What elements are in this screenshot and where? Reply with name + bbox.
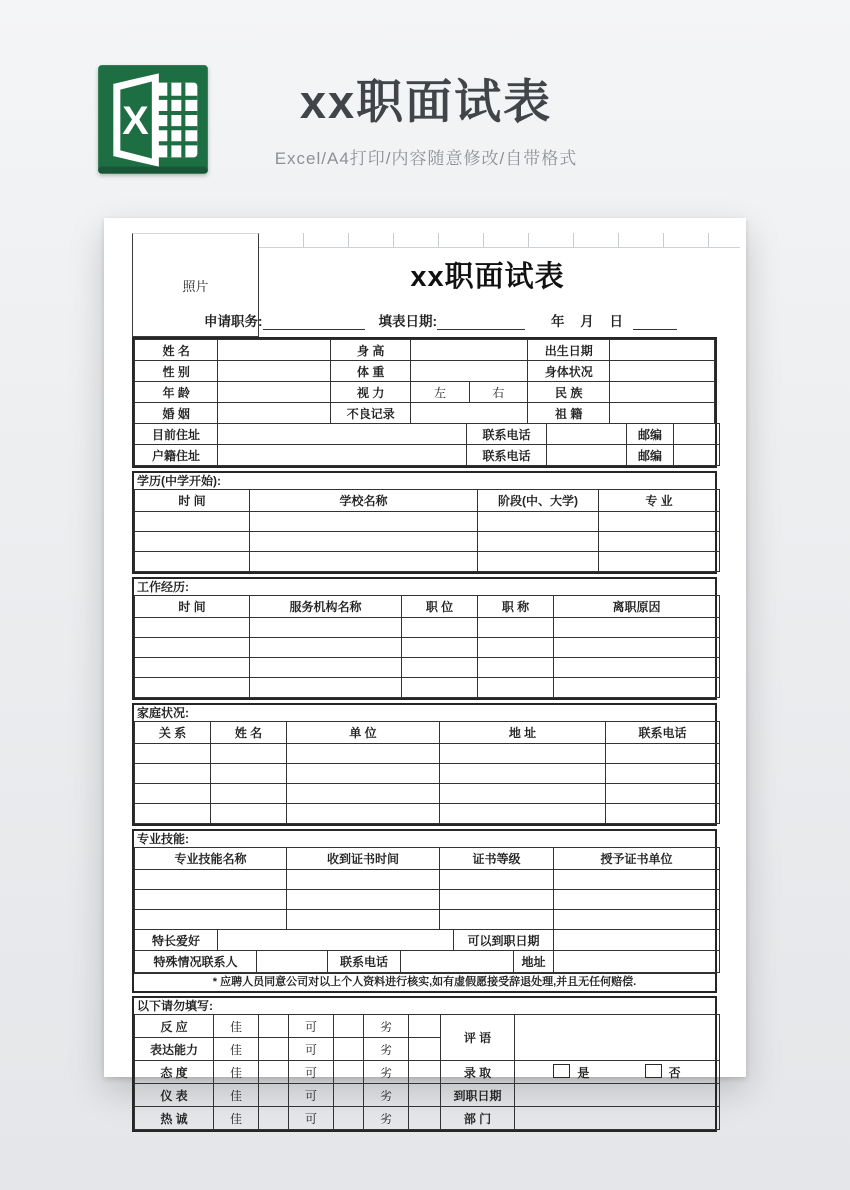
grid-ticks [259,233,740,248]
empty-cell [250,512,478,532]
svg-text:X: X [122,99,149,143]
empty-cell [211,764,287,784]
education-table [134,489,720,572]
position-blank [263,311,365,330]
empty-cell [287,784,440,804]
scale-poor: 劣 [364,1084,409,1107]
empty-cell [674,445,720,466]
empty-cell [287,804,440,824]
column-header: 专业技能名称 [135,848,287,870]
empty-cell [287,910,440,930]
interview-table [134,1014,720,1130]
empty-cell [218,424,467,445]
empty-cell [478,678,554,698]
empty-cell [610,340,715,361]
empty-cell [257,951,328,973]
apply-row [204,308,677,330]
empty-cell [334,1015,364,1038]
empty-cell [402,638,478,658]
empty-cell [259,1038,289,1061]
form-title: xx职面试表 [410,261,565,293]
basic-table [134,339,715,424]
empty-cell [211,744,287,764]
hire-no-option [645,1066,681,1080]
empty-cell [287,744,440,764]
vision-right-label: 右 [469,382,527,403]
column-header: 证书等级 [440,848,554,870]
scale-poor: 劣 [364,1107,409,1130]
weight-label: 体 重 [331,361,411,382]
empty-cell [554,890,720,910]
hire-label: 录 取 [441,1061,515,1084]
empty-cell [135,890,287,910]
column-header: 时 间 [135,490,250,512]
empty-cell [287,870,440,890]
empty-cell [515,1084,720,1107]
column-header: 收到证书时间 [287,848,440,870]
column-header: 姓 名 [211,722,287,744]
column-header: 授予证书单位 [554,848,720,870]
empty-cell [554,870,720,890]
date-blank [437,311,525,330]
empty-cell [211,804,287,824]
empty-cell [402,658,478,678]
current-address-label: 目前住址 [135,424,218,445]
scale-ok: 可 [289,1107,334,1130]
available-date-label: 可以到职日期 [454,930,554,951]
empty-cell [478,618,554,638]
department-label: 部 门 [441,1107,515,1130]
page-subtitle: Excel/A4打印/内容随意修改/自带格式 [274,149,578,168]
empty-cell [440,744,606,764]
hire-cell [515,1061,720,1084]
section-skills [132,829,717,993]
empty-cell [606,764,720,784]
column-header: 联系电话 [606,722,720,744]
empty-cell [135,804,211,824]
work-table [134,595,720,698]
empty-cell [135,870,287,890]
empty-cell [547,424,627,445]
empty-cell [135,618,250,638]
empty-cell [478,658,554,678]
vision-label: 视 力 [331,382,411,403]
date-label: 填表日期: [378,314,437,329]
column-header: 地 址 [440,722,606,744]
gender-label: 性 别 [135,361,218,382]
no-label: 否 [668,1065,681,1080]
empty-cell [440,890,554,910]
empty-cell [409,1038,441,1061]
scale-good: 佳 [214,1061,259,1084]
birth-label: 出生日期 [528,340,610,361]
emergency-contact-label: 特殊情况联系人 [135,951,257,973]
ymd-blank [633,311,677,330]
empty-cell [554,910,720,930]
form-content [132,337,717,1132]
empty-cell [402,618,478,638]
age-label: 年 龄 [135,382,218,403]
scale-good: 佳 [214,1015,259,1038]
scale-ok: 可 [289,1015,334,1038]
checkbox-yes [553,1064,570,1078]
rating-label: 态 度 [135,1061,214,1084]
family-heading: 家庭状况: [137,706,189,720]
empty-cell [135,744,211,764]
column-header: 服务机构名称 [250,596,402,618]
interview-heading: 以下请勿填写: [137,999,213,1013]
empty-cell [554,618,720,638]
empty-cell [440,804,606,824]
rating-label: 热 诚 [135,1107,214,1130]
empty-cell [218,403,331,424]
empty-cell [218,930,454,951]
hobby-row [134,929,720,951]
empty-cell [610,361,715,382]
empty-cell [440,784,606,804]
name-label: 姓 名 [135,340,218,361]
ethnic-label: 民 族 [528,382,610,403]
empty-cell [135,784,211,804]
education-heading: 学历(中学开始): [137,474,221,488]
declaration-note: * 应聘人员同意公司对以上个人资料进行核实,如有虚假愿接受辞退处理,并且无任何赔偿. [134,973,715,991]
hobby-label: 特长爱好 [135,930,218,951]
empty-cell [218,340,331,361]
scale-poor: 劣 [364,1061,409,1084]
empty-cell [250,678,402,698]
empty-cell [287,764,440,784]
empty-cell [599,532,720,552]
empty-cell [440,910,554,930]
column-header: 学校名称 [250,490,478,512]
emergency-row [134,950,720,973]
origin-label: 祖 籍 [528,403,610,424]
empty-cell [135,764,211,784]
empty-cell [211,784,287,804]
empty-cell [287,890,440,910]
empty-cell [606,784,720,804]
empty-cell [250,552,478,572]
emergency-address-label: 地址 [514,951,554,973]
empty-cell [409,1107,441,1130]
banner-titles [261,64,591,169]
empty-cell [547,445,627,466]
section-interview [132,996,717,1132]
rating-label: 仪 表 [135,1084,214,1107]
section-family [132,703,717,826]
phone-label: 联系电话 [467,424,547,445]
hire-yes-option [553,1066,589,1080]
empty-cell [409,1084,441,1107]
position-label: 申请职务: [204,314,263,329]
banner [97,64,591,176]
column-header: 专 业 [599,490,720,512]
zip-label: 邮编 [627,424,674,445]
empty-cell [135,910,287,930]
empty-cell [334,1107,364,1130]
empty-cell [599,552,720,572]
phone-label: 联系电话 [467,445,547,466]
emergency-phone-label: 联系电话 [328,951,401,973]
empty-cell [440,870,554,890]
empty-cell [411,361,528,382]
empty-cell [554,951,720,973]
registered-address-label: 户籍住址 [135,445,218,466]
empty-cell [259,1084,289,1107]
empty-cell [250,658,402,678]
empty-cell [250,638,402,658]
page-title: xx职面试表 [299,75,553,128]
empty-cell [478,638,554,658]
empty-cell [135,552,250,572]
marriage-label: 婚 姻 [135,403,218,424]
empty-cell [334,1061,364,1084]
health-label: 身体状况 [528,361,610,382]
empty-cell [515,1107,720,1130]
section-education [132,471,717,574]
column-header: 职 位 [402,596,478,618]
empty-cell [259,1015,289,1038]
vision-left-label: 左 [411,382,469,403]
address-table [134,423,720,466]
start-date-label: 到职日期 [441,1084,515,1107]
column-header: 时 间 [135,596,250,618]
empty-cell [250,618,402,638]
excel-icon [97,64,209,176]
column-header: 离职原因 [554,596,720,618]
empty-cell [218,445,467,466]
section-basic [132,337,717,468]
column-header: 职 称 [478,596,554,618]
empty-cell [411,340,528,361]
family-table [134,721,720,824]
empty-cell [478,512,599,532]
empty-cell [599,512,720,532]
empty-cell [606,744,720,764]
column-header: 关 系 [135,722,211,744]
skills-table [134,847,720,930]
empty-cell [259,1107,289,1130]
checkbox-no [645,1064,662,1078]
work-heading: 工作经历: [137,580,189,594]
photo-cell: 照片 [132,233,259,337]
rating-label: 反 应 [135,1015,214,1038]
height-label: 身 高 [331,340,411,361]
yes-label: 是 [577,1065,590,1080]
scale-ok: 可 [289,1061,334,1084]
empty-cell [554,658,720,678]
empty-cell [135,512,250,532]
comment-label: 评 语 [441,1015,515,1061]
rating-label: 表达能力 [135,1038,214,1061]
empty-cell [610,382,715,403]
zip-label: 邮编 [627,445,674,466]
scale-good: 佳 [214,1038,259,1061]
scale-good: 佳 [214,1084,259,1107]
scale-poor: 劣 [364,1038,409,1061]
empty-cell [440,764,606,784]
empty-cell [554,678,720,698]
empty-cell [401,951,514,973]
column-header: 单 位 [287,722,440,744]
empty-cell [402,678,478,698]
empty-cell [135,658,250,678]
empty-cell [135,678,250,698]
empty-cell [250,532,478,552]
empty-cell [409,1061,441,1084]
column-header: 阶段(中、大学) [478,490,599,512]
empty-cell [478,532,599,552]
comment-cell [515,1015,720,1061]
empty-cell [610,403,715,424]
empty-cell [409,1015,441,1038]
record-label: 不良记录 [331,403,411,424]
empty-cell [135,532,250,552]
skills-heading: 专业技能: [137,832,189,846]
empty-cell [218,361,331,382]
empty-cell [334,1084,364,1107]
scale-ok: 可 [289,1038,334,1061]
empty-cell [334,1038,364,1061]
empty-cell [554,930,720,951]
empty-cell [259,1061,289,1084]
scale-poor: 劣 [364,1015,409,1038]
document-page [104,218,746,1126]
ymd-label: 年 月 日 [551,314,630,329]
empty-cell [218,382,331,403]
empty-cell [554,638,720,658]
empty-cell [674,424,720,445]
scale-ok: 可 [289,1084,334,1107]
empty-cell [478,552,599,572]
empty-cell [606,804,720,824]
empty-cell [411,403,528,424]
section-work [132,577,717,700]
empty-cell [135,638,250,658]
scale-good: 佳 [214,1107,259,1130]
